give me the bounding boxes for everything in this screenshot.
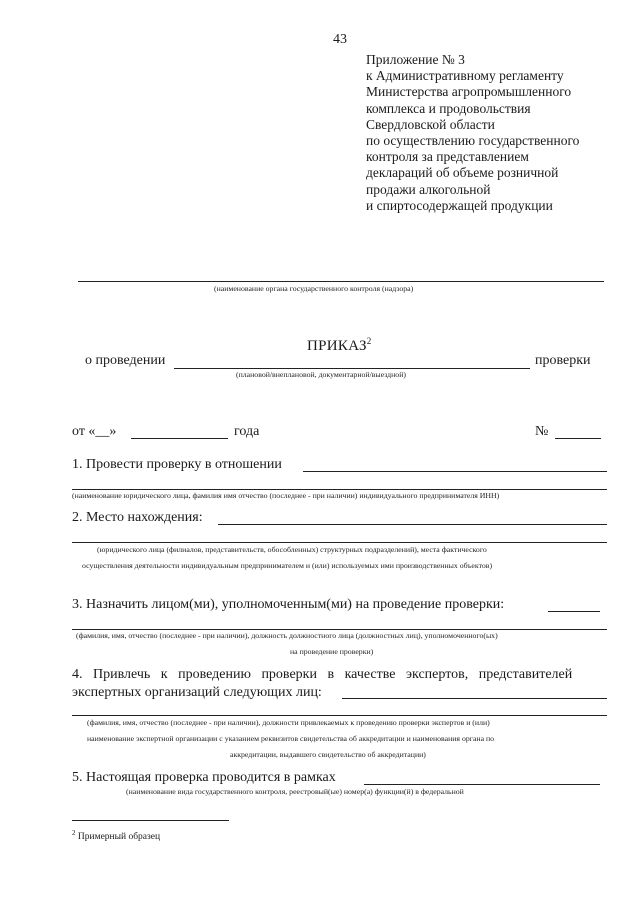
number-line[interactable] [555,438,601,439]
about-check-type-line[interactable] [174,368,530,369]
item3-text: 3. Назначить лицом(ми), уполномоченным(ми) на проведение проверки: [72,597,505,612]
appendix-line: контроля за представлением [366,149,529,165]
item4-caption3: аккредитации, выдавшего свидетельство об аккредитации) [230,750,426,759]
appendix-line: по осуществлению государственного [366,133,580,149]
appendix-block [366,52,626,214]
item2-line2[interactable] [72,542,607,543]
appendix-line: Министерства агропромышленного [366,84,572,100]
date-suffix: года [234,424,260,439]
appendix-line: Свердловской области [366,116,495,132]
appendix-line: к Административному регламенту [366,68,564,84]
item5-caption: (наименование вида государственного контроля, реестровый(ые) номер(а) функции(й) в федеральной [126,787,464,796]
about-suffix: проверки [535,353,591,368]
item4-caption1: (фамилия, имя, отчество (последнее - при наличии), должности привлекаемых к проведению проверки экспертов и (или) [87,718,490,727]
item4-line[interactable] [342,698,607,699]
organ-name-caption: (наименование органа государственного контроля (надзора) [214,284,414,293]
item4-line2[interactable] [72,715,607,716]
item3-line2[interactable] [72,629,607,630]
appendix-line: деклараций об объеме розничной [366,165,559,181]
page-number: 43 [333,32,347,47]
item2-line[interactable] [218,524,607,525]
item1-line2[interactable] [72,489,607,490]
date-line[interactable] [131,438,228,439]
appendix-line: Приложение № 3 [366,52,465,67]
appendix-line: продажи алкогольной [366,181,491,197]
item3-caption1: (фамилия, имя, отчество (последнее - при наличии), должность должностного лица (должностных лиц), уполномоченного(ых) [76,631,498,640]
about-prefix: о проведении [85,353,166,368]
date-prefix: от «__» [72,424,117,439]
title-text: ПРИКАЗ [307,338,367,354]
appendix-line: комплекса и продовольствия [366,100,531,116]
item1-caption: (наименование юридического лица, фамилия имя отчество (последнее - при наличии) индивидуального предпринимателя ИНН) [72,491,500,500]
item3-caption2: на проведение проверки) [290,647,374,656]
footnote-separator [72,820,229,821]
document-title [307,336,372,355]
item1-line[interactable] [303,471,607,472]
organ-name-line[interactable] [78,281,604,282]
item2-caption1: (юридического лица (филиалов, представительств, обособленных) структурных подразделений), места фактического [97,545,487,554]
footnote [72,829,160,842]
footnote-number: 2 [72,829,76,837]
item4-text-line2: экспертных организаций следующих лиц: [72,685,322,700]
item1-text: 1. Провести проверку в отношении [72,457,282,472]
item4-caption2: наименование экспертной организации с указанием реквизитов свидетельства об аккредитации и наименования органа по [87,734,495,743]
item2-caption2: осуществления деятельности индивидуальным предпринимателем и (или) используемых ими производственных объектов) [82,561,493,570]
appendix-line: и спиртосодержащей продукции [366,197,553,213]
item4-text-line1: 4. Привлечь к проведению проверки в качестве экспертов, представителей [72,667,573,682]
about-caption: (плановой/внеплановой, документарной/выездной) [236,370,406,379]
item3-line[interactable] [548,611,600,612]
item2-text: 2. Место нахождения: [72,510,203,525]
item5-line[interactable] [364,784,600,785]
item4-line1 [72,667,611,683]
footnote-text: Примерный образец [77,832,161,843]
item5-text: 5. Настоящая проверка проводится в рамках [72,770,336,785]
title-footnote-ref: 2 [366,336,372,346]
number-label: № [535,424,549,439]
